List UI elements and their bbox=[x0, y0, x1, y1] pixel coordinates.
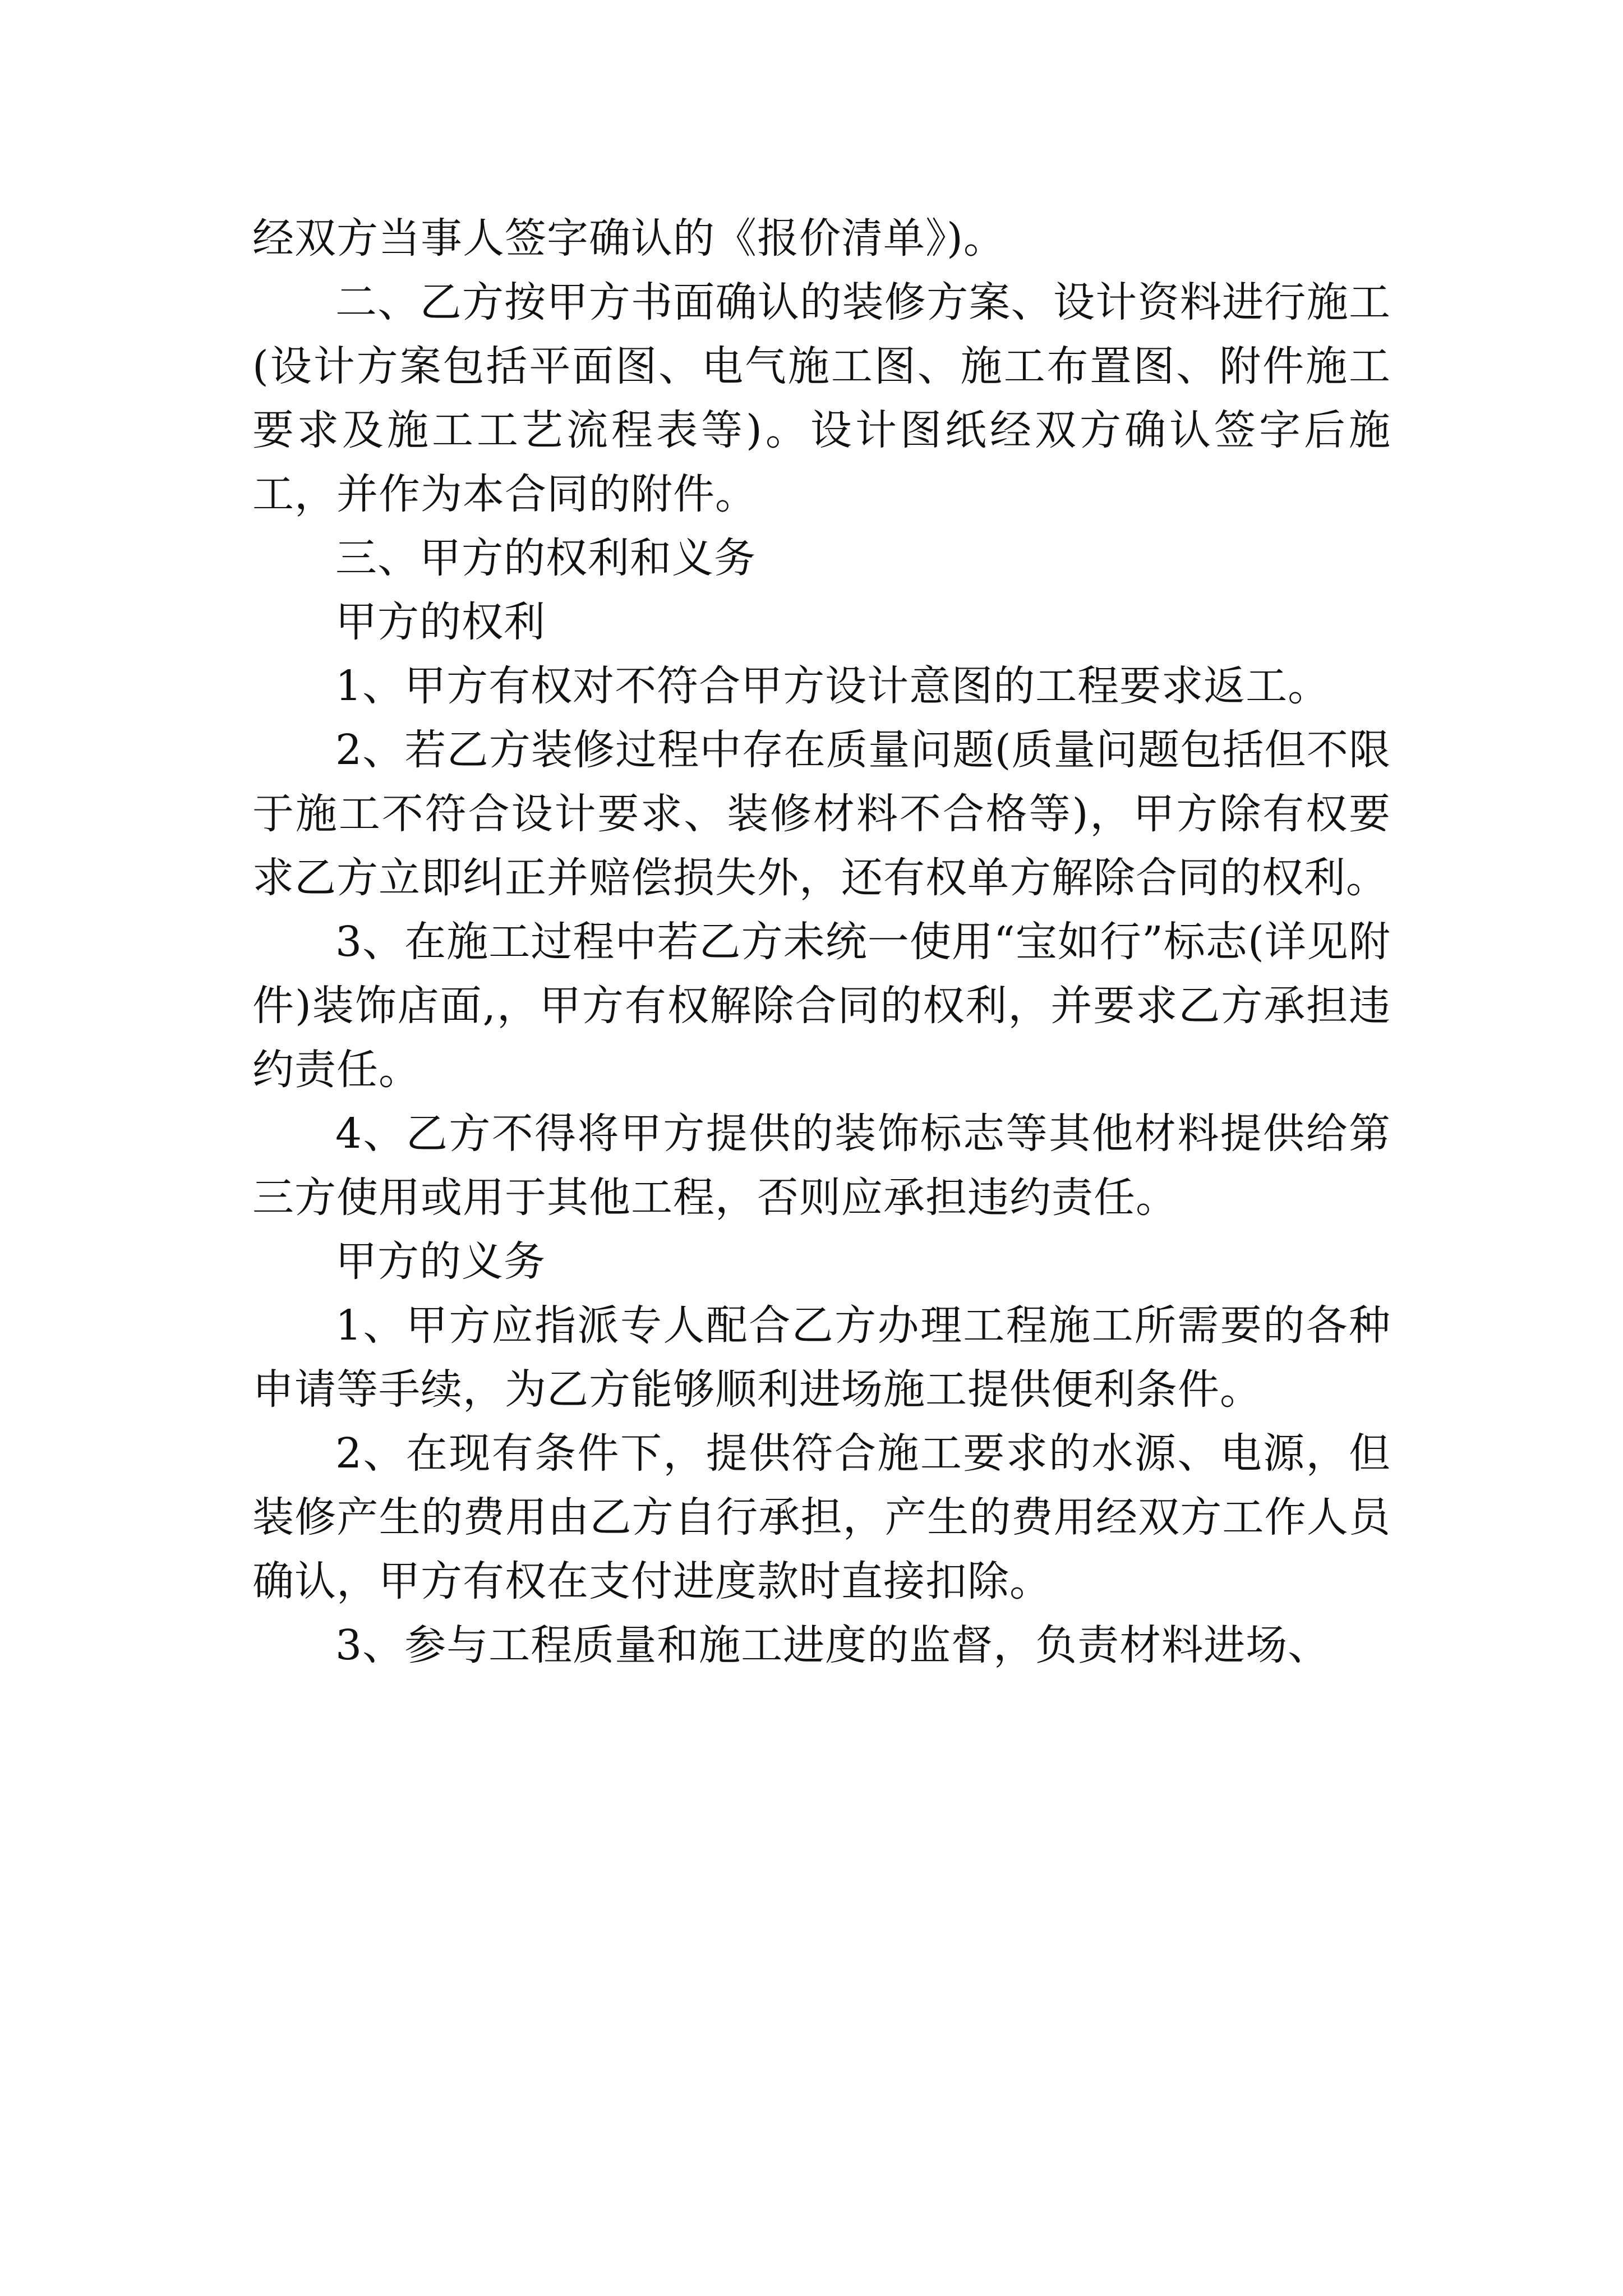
document-body bbox=[252, 206, 1391, 1677]
rights-item-3: 3、在施工过程中若乙方未统一使用“宝如行”标志(详见附件)装饰店面,，甲方有权解除合同的权利，并要求乙方承担违约责任。 bbox=[252, 918, 1391, 1094]
paragraph-continuation: 经双方当事人签字确认的《报价清单》)。 bbox=[252, 214, 1006, 263]
obligations-item-1: 1、甲方应指派专人配合乙方办理工程施工所需要的各种申请等手续，为乙方能够顺利进场施工提供便利条件。 bbox=[252, 1301, 1391, 1414]
section-heading-party-a-rights-obligations: 三、甲方的权利和义务 bbox=[335, 534, 756, 582]
obligations-item-2: 2、在现有条件下，提供符合施工要求的水源、电源，但装修产生的费用由乙方自行承担，产生的费用经双方工作人员确认，甲方有权在支付进度款时直接扣除。 bbox=[252, 1429, 1391, 1605]
rights-item-1: 1、甲方有权对不符合甲方设计意图的工程要求返工。 bbox=[335, 662, 1330, 710]
subheading-party-a-rights: 甲方的权利 bbox=[335, 598, 546, 646]
paragraph-clause-2: 二、乙方按甲方书面确认的装修方案、设计资料进行施工(设计方案包括平面图、电气施工图、施工布置图、附件施工要求及施工工艺流程表等)。设计图纸经双方确认签字后施工，并作为本合同的附件。 bbox=[252, 278, 1391, 518]
subheading-party-a-obligations: 甲方的义务 bbox=[335, 1237, 546, 1286]
obligations-item-3: 3、参与工程质量和施工进度的监督，负责材料进场、 bbox=[335, 1621, 1330, 1669]
rights-item-2: 2、若乙方装修过程中存在质量问题(质量问题包括但不限于施工不符合设计要求、装修材料不合格等)，甲方除有权要求乙方立即纠正并赔偿损失外，还有权单方解除合同的权利。 bbox=[252, 726, 1391, 902]
rights-item-4: 4、乙方不得将甲方提供的装饰标志等其他材料提供给第三方使用或用于其他工程，否则应承担违约责任。 bbox=[252, 1110, 1391, 1222]
